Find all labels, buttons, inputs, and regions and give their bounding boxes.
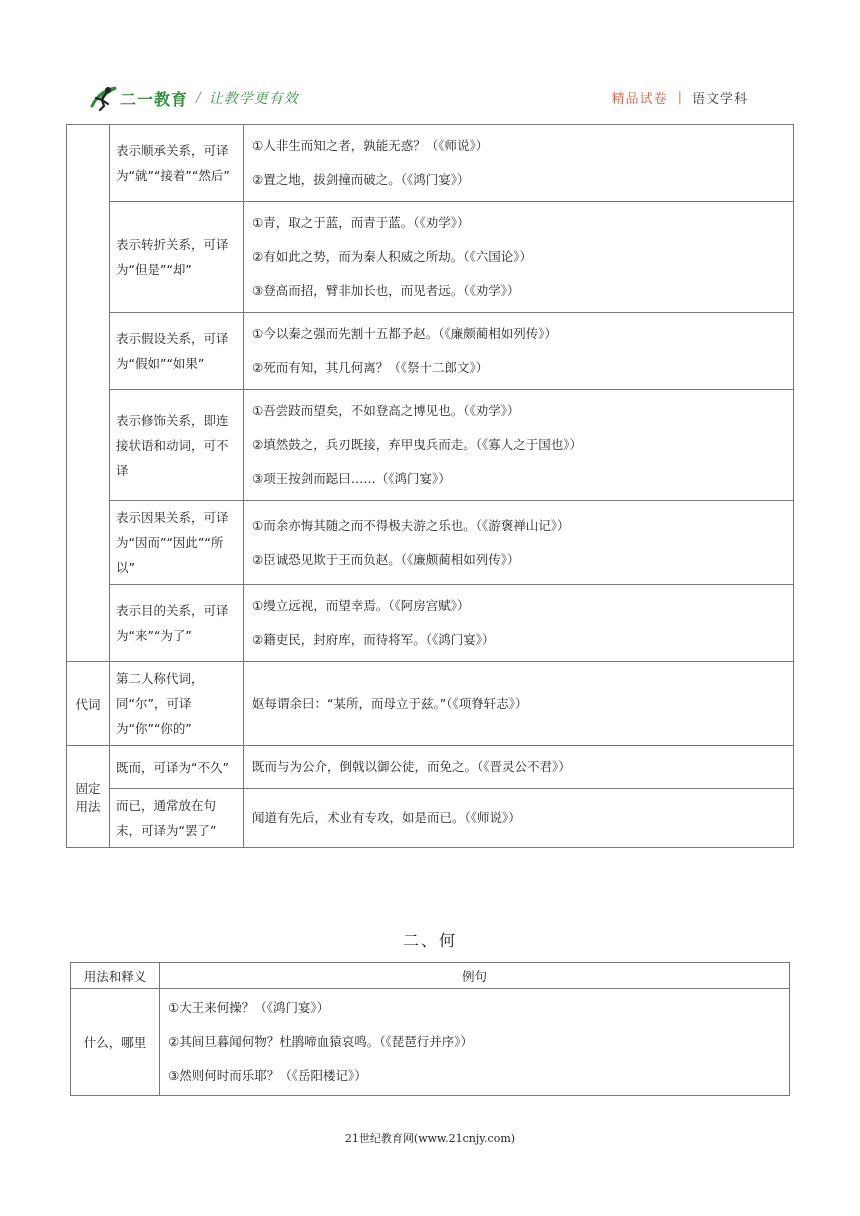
section-title: 二、何 bbox=[402, 931, 457, 950]
usage-meaning: 表示假设关系，可译为“假如”“如果” bbox=[110, 313, 244, 390]
table-row bbox=[67, 585, 794, 662]
example-sentence: 既而与为公介，倒戟以御公徒，而免之。（《晋灵公不君》） bbox=[252, 759, 571, 774]
subject-tags bbox=[612, 88, 748, 107]
table-row bbox=[67, 789, 794, 848]
header-slash: / bbox=[196, 90, 201, 106]
example-sentence: ③项王按剑而跽曰……（《鸿门宴》） bbox=[252, 471, 451, 486]
example-sentence: ②置之地，拔剑撞而破之。（《鸿门宴》） bbox=[252, 172, 470, 187]
col-header-usage: 用法和释义 bbox=[71, 963, 160, 989]
usage-meaning: 表示修饰关系，即连接状语和动词，可不译 bbox=[110, 390, 244, 501]
table-row bbox=[67, 125, 794, 202]
usage-meaning: 表示目的关系，可译为“来”“为了” bbox=[110, 585, 244, 662]
example-sentence: ②有如此之势，而为秦人积威之所劫。（《六国论》） bbox=[252, 249, 532, 264]
example-sentence: ①今以秦之强而先割十五都予赵。（《廉颇蔺相如列传》） bbox=[252, 326, 557, 341]
group-label: 固定用法 bbox=[67, 746, 110, 848]
usage-meaning: 第二人称代词，同“尔”，可译为“你”“你的” bbox=[110, 662, 244, 746]
example-cell bbox=[244, 390, 794, 501]
table-row bbox=[67, 313, 794, 390]
table-row bbox=[67, 662, 794, 746]
col-header-examples: 例句 bbox=[160, 963, 790, 989]
example-sentence: ①人非生而知之者，孰能无惑？（《师说》） bbox=[252, 138, 489, 153]
example-sentence: ③登高而招，臂非加长也，而见者远。（《劝学》） bbox=[252, 283, 520, 298]
example-sentence: ①缦立远视，而望幸焉。（《阿房宫赋》） bbox=[252, 598, 470, 613]
tag-premium: 精品试卷 bbox=[611, 92, 668, 107]
example-sentence: ②其间旦暮闻何物？杜鹃啼血猿哀鸣。（《琵琶行并序》） bbox=[168, 1034, 473, 1049]
table-row bbox=[67, 501, 794, 585]
usage-meaning: 而已，通常放在句末，可译为“罢了” bbox=[110, 789, 244, 848]
example-cell bbox=[244, 202, 794, 313]
example-sentence: ②籍吏民，封府库，而待将军。（《鸿门宴》） bbox=[252, 632, 495, 647]
example-sentence: ②臣诚恐见欺于王而负赵。（《廉颇蔺相如列传》） bbox=[252, 551, 520, 567]
example-cell bbox=[244, 746, 794, 789]
usage-meaning: 既而，可译为“不久” bbox=[110, 746, 244, 789]
example-cell bbox=[244, 501, 794, 585]
group-label: 代词 bbox=[67, 662, 110, 746]
er-usage-table bbox=[66, 124, 794, 848]
tag-separator: | bbox=[677, 90, 682, 105]
logo bbox=[88, 82, 299, 114]
usage-meaning: 什么，哪里 bbox=[71, 989, 160, 1096]
table-row bbox=[67, 746, 794, 789]
example-sentence: ②死而有知，其几何离？（《祭十二郎文》） bbox=[252, 360, 489, 375]
table-header-row bbox=[71, 963, 790, 989]
tag-subject: 语文学科 bbox=[691, 92, 748, 107]
running-man-icon bbox=[88, 84, 118, 112]
slogan: 让教学更有效 bbox=[208, 91, 299, 107]
example-cell bbox=[244, 789, 794, 848]
he-usage-table bbox=[70, 962, 790, 1096]
example-sentence: ①青，取之于蓝，而青于蓝。（《劝学》） bbox=[252, 215, 470, 230]
example-cell bbox=[244, 662, 794, 746]
page-footer: 21世纪教育网(www.21cnjy.com) bbox=[344, 1132, 516, 1145]
group-label bbox=[67, 125, 110, 662]
table-row bbox=[71, 989, 790, 1096]
example-cell bbox=[244, 125, 794, 202]
example-cell bbox=[160, 989, 790, 1096]
example-sentence: 妪每谓余曰：“某所，而母立于兹。”（《项脊轩志》） bbox=[252, 695, 528, 711]
example-cell bbox=[244, 585, 794, 662]
example-sentence: ①大王来何操？（《鸿门宴》） bbox=[168, 1000, 330, 1015]
table-row bbox=[67, 202, 794, 313]
example-cell bbox=[244, 313, 794, 390]
page-header bbox=[88, 82, 748, 116]
usage-meaning: 表示顺承关系，可译为“就”“接着”“然后” bbox=[110, 125, 244, 202]
example-sentence: ①而余亦悔其随之而不得极夫游之乐也。（《游褒禅山记》） bbox=[252, 517, 570, 533]
example-sentence: ①吾尝跂而望矣，不如登高之博见也。（《劝学》） bbox=[252, 403, 520, 418]
usage-meaning: 表示因果关系，可译为“因而”“因此”“所以” bbox=[110, 501, 244, 585]
table-row bbox=[67, 390, 794, 501]
brand-name: 二一教育 bbox=[120, 89, 189, 109]
example-sentence: 闻道有先后，术业有专攻，如是而已。（《师说》） bbox=[252, 810, 521, 825]
example-sentence: ②填然鼓之，兵刃既接，弃甲曳兵而走。（《寡人之于国也》） bbox=[252, 437, 582, 452]
usage-meaning: 表示转折关系，可译为“但是”“却” bbox=[110, 202, 244, 313]
example-sentence: ③然则何时而乐耶？（《岳阳楼记》） bbox=[168, 1068, 367, 1083]
